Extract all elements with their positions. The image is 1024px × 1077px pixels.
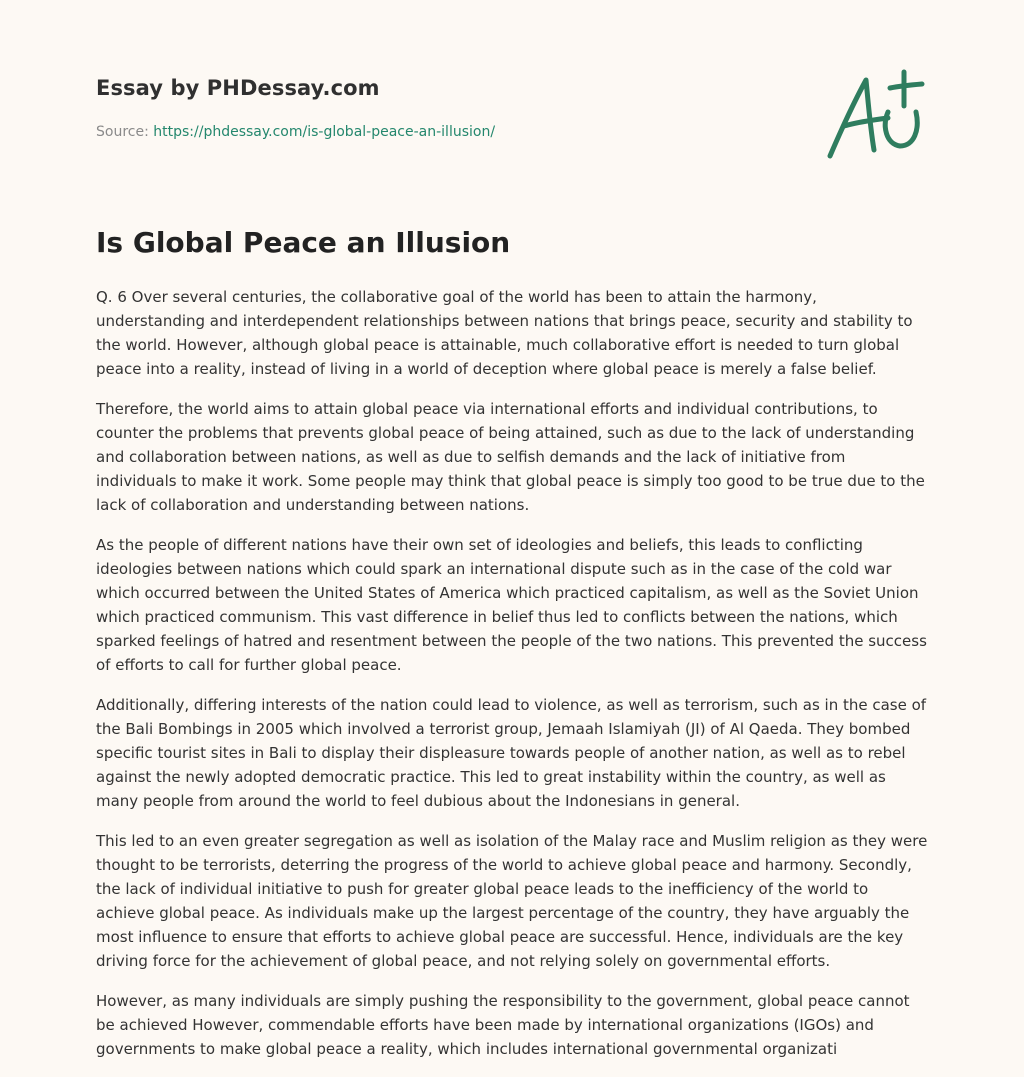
essay-paragraph: This led to an even greater segregation as well as isolation of the Malay race and Muslim religion as they were thought to be terrorists, deterring the progress of the world to achieve global peace and harmony. Secondly, the lack of individual initiative to push for greater global peace leads to the inefficiency of the world to achieve global peace. As individuals make up the largest percentage of the country, they have arguably the most influence to ensure that efforts to achieve global peace are successful. Hence, individuals are the key driving force for the achievement of global peace, and not relying solely on governmental efforts. [96,832,928,970]
essay-title: Is Global Peace an Illusion [96,226,511,259]
essay-paragraph: Additionally, differing interests of the nation could lead to violence, as well as terrorism, such as in the case of the Bali Bombings in 2005 which involved a terrorist group, Jemaah Islamiyah (JI) of Al Qaeda. They bombed specific tourist sites in Bali to display their displeasure towards people of another nation, as well as to rebel against the newly adopted democratic practice. This led to great instability within the country, as well as many people from around the world to feel dubious about the Indonesians in general. [96,696,927,810]
source-label: Source: [96,124,154,140]
essay-body [96,285,930,1077]
essay-paragraph: However, as many individuals are simply pushing the responsibility to the government, global peace cannot be achieved However, commendable efforts have been made by international organizations (IGOs) and governments to make global peace a reality, which includes international governmental organizati [96,992,910,1058]
site-title: Essay by PHDessay.com [96,76,380,100]
essay-paragraph: Therefore, the world aims to attain global peace via international efforts and individual contributions, to counter the problems that prevents global peace of being attained, such as due to the lack of understanding and collaboration between nations, as well as due to selfish demands and the lack of initiative from individuals to make it work. Some people may think that global peace is simply too good to be true due to the lack of collaboration and understanding between nations. [96,400,925,514]
essay-paragraph: Q. 6 Over several centuries, the collaborative goal of the world has been to attain the harmony, understanding and interdependent relationships between nations that brings peace, security and stability to the world. However, although global peace is attainable, much collaborative effort is needed to turn global peace into a reality, instead of living in a world of deception where global peace is merely a false belief. [96,288,913,378]
source-line [96,124,495,140]
a-plus-logo-icon [824,68,928,164]
essay-paragraph: As the people of different nations have their own set of ideologies and beliefs, this leads to conflicting ideologies between nations which could spark an international dispute such as in the case of the cold war which occurred between the United States of America which practiced capitalism, as well as the Soviet Union which practiced communism. This vast difference in belief thus led to conflicts between the nations, which sparked feelings of hatred and resentment between the people of the two nations. This prevented the success of efforts to call for further global peace. [96,536,927,674]
source-link[interactable]: https://phdessay.com/is-global-peace-an-illusion/ [153,124,496,140]
essay-header [96,76,930,166]
